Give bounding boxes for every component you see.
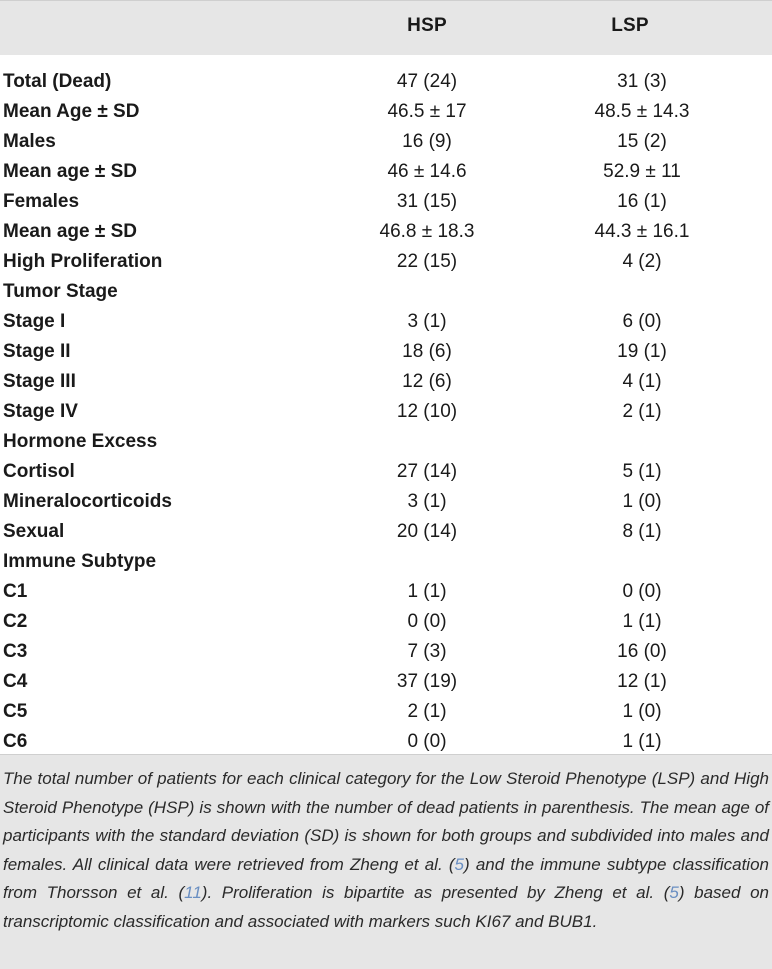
hsp-value: 31 (15) [396, 191, 458, 212]
table-row [0, 397, 772, 427]
hsp-value: 27 (14) [396, 461, 458, 482]
footnote-part-2: ) and the immune subtype classification from Thorsson et al. ( [3, 854, 769, 902]
row-label: C3 [3, 641, 28, 662]
table-row [0, 277, 772, 307]
hsp-value: 1 (1) [407, 581, 447, 602]
table-row [0, 337, 772, 367]
table-row [0, 487, 772, 517]
table-row [0, 367, 772, 397]
reference-link-5[interactable]: 5 [454, 854, 464, 874]
lsp-value: 1 (0) [622, 701, 662, 722]
lsp-value: 4 (2) [622, 251, 662, 272]
header-hsp: HSP [407, 15, 447, 36]
lsp-value: 48.5 ± 14.3 [594, 101, 690, 122]
row-label: Stage II [3, 341, 71, 362]
table-row [0, 667, 772, 697]
row-label: Mineralocorticoids [3, 491, 172, 512]
row-label: Immune Subtype [3, 551, 157, 572]
lsp-value: 0 (0) [622, 581, 662, 602]
row-label: Females [3, 191, 80, 212]
row-label: Total (Dead) [3, 71, 112, 92]
hsp-value: 20 (14) [396, 521, 458, 542]
table-row [0, 127, 772, 157]
footnote-part-1: The total number of patients for each clinical category for the Low Steroid Phenotype (LSP) and High Steroid Phenotype (HSP) is shown with the number of dead patients in parenthesis. The mean age of participants with the standard deviation (SD) is shown for both groups and subdivided into males and females. All clinical data were retrieved from Zheng et al. ( [3, 769, 769, 874]
table-row [0, 247, 772, 277]
row-label: Males [3, 131, 56, 152]
table-row [0, 427, 772, 457]
hsp-value: 12 (10) [396, 401, 458, 422]
hsp-value: 7 (3) [407, 641, 447, 662]
row-label: Mean Age ± SD [3, 101, 140, 122]
hsp-value: 0 (0) [407, 731, 447, 752]
table-row [0, 607, 772, 637]
hsp-value: 16 (9) [402, 131, 452, 152]
hsp-value: 46.5 ± 17 [387, 101, 467, 122]
table-header [0, 0, 772, 55]
table-row [0, 517, 772, 547]
row-label: C5 [3, 701, 28, 722]
footnote-text [3, 765, 769, 936]
table-row [0, 67, 772, 97]
lsp-value: 31 (3) [617, 71, 667, 92]
lsp-value: 2 (1) [622, 401, 662, 422]
hsp-value: 18 (6) [402, 341, 452, 362]
table-row [0, 187, 772, 217]
row-label: Hormone Excess [3, 431, 158, 452]
row-label: Mean age ± SD [3, 221, 137, 242]
row-label: C2 [3, 611, 28, 632]
row-label: Stage III [3, 371, 76, 392]
row-label: Mean age ± SD [3, 161, 137, 182]
lsp-value: 5 (1) [622, 461, 662, 482]
hsp-value: 2 (1) [407, 701, 447, 722]
table-row [0, 307, 772, 337]
table-row [0, 637, 772, 667]
reference-link-11[interactable]: 11 [184, 883, 202, 902]
lsp-value: 6 (0) [622, 311, 662, 332]
hsp-value: 46.8 ± 18.3 [379, 221, 475, 242]
footnote-part-4: ) based on transcriptomic classification and associated with markers such KI67 and BUB1. [3, 883, 769, 931]
lsp-value: 19 (1) [617, 341, 667, 362]
lsp-value: 1 (1) [622, 731, 662, 752]
table-row [0, 697, 772, 727]
row-label: Stage I [3, 311, 66, 332]
hsp-value: 3 (1) [407, 311, 447, 332]
hsp-value: 3 (1) [407, 491, 447, 512]
hsp-value: 0 (0) [407, 611, 447, 632]
hsp-value: 47 (24) [396, 71, 458, 92]
row-label: Tumor Stage [3, 281, 118, 302]
lsp-value: 44.3 ± 16.1 [594, 221, 690, 242]
lsp-value: 16 (1) [617, 191, 667, 212]
lsp-value: 15 (2) [617, 131, 667, 152]
row-label: C6 [3, 731, 28, 752]
table-row [0, 547, 772, 577]
table-row [0, 457, 772, 487]
row-label: C1 [3, 581, 28, 602]
row-label: Cortisol [3, 461, 75, 482]
hsp-value: 12 (6) [402, 371, 452, 392]
table-row [0, 727, 772, 757]
reference-link-5-second[interactable]: 5 [669, 883, 679, 902]
table-row [0, 97, 772, 127]
lsp-value: 16 (0) [617, 641, 667, 662]
lsp-value: 4 (1) [622, 371, 662, 392]
header-lsp: LSP [611, 15, 649, 36]
lsp-value: 8 (1) [622, 521, 662, 542]
table-row [0, 217, 772, 247]
row-label: Sexual [3, 521, 65, 542]
row-label: High Proliferation [3, 251, 163, 272]
lsp-value: 52.9 ± 11 [603, 161, 681, 182]
lsp-value: 1 (1) [622, 611, 662, 632]
table-body [0, 55, 772, 757]
lsp-value: 1 (0) [622, 491, 662, 512]
table-footnote [0, 754, 772, 969]
row-label: C4 [3, 671, 28, 692]
lsp-value: 12 (1) [617, 671, 667, 692]
table-row [0, 157, 772, 187]
hsp-value: 46 ± 14.6 [387, 161, 467, 182]
table-row [0, 577, 772, 607]
hsp-value: 37 (19) [396, 671, 458, 692]
footnote-part-3: ). Proliferation is bipartite as presented by Zheng et al. ( [201, 883, 670, 902]
row-label: Stage IV [3, 401, 78, 422]
hsp-value: 22 (15) [396, 251, 458, 272]
